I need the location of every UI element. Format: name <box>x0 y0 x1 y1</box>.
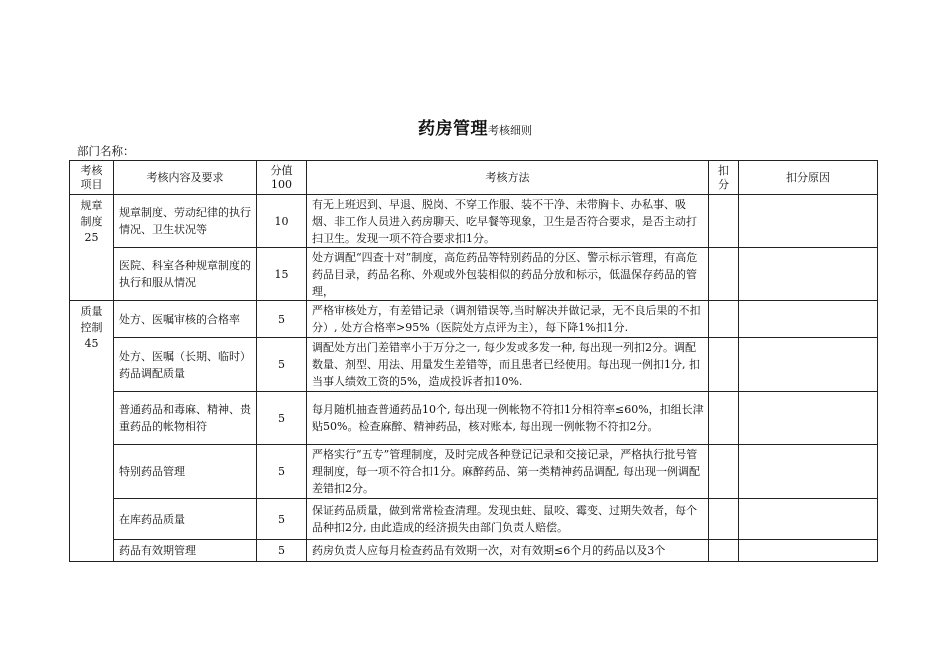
row-score: 5 <box>257 499 307 540</box>
row-deduct-cell[interactable] <box>709 445 739 499</box>
header-item: 考核项目 <box>70 161 114 195</box>
row-method: 有无上班迟到、早退、脱岗、不穿工作服、装不干净、未带胸卡、办私事、吸烟、非工作人员进入药房聊天、吃早餐等现象，卫生是否符合要求，是否主动打扫卫生。发现一项不符合要求扣1分。 <box>307 195 709 248</box>
table-row <box>70 499 878 540</box>
row-deduct-cell[interactable] <box>709 248 739 301</box>
department-label: 部门名称： <box>77 144 135 158</box>
row-score: 15 <box>257 248 307 301</box>
row-deduct-cell[interactable] <box>709 195 739 248</box>
row-deduct-cell[interactable] <box>709 301 739 338</box>
header-deduct: 扣分 <box>709 161 739 195</box>
row-reason-cell[interactable] <box>739 540 878 562</box>
row-score: 5 <box>257 338 307 392</box>
row-reason-cell[interactable] <box>739 195 878 248</box>
row-content: 规章制度、劳动纪律的执行情况、卫生状况等 <box>114 195 257 248</box>
row-method: 药房负责人应每月检查药品有效期一次，对有效期≤6个月的药品以及3个 <box>307 540 709 562</box>
row-score: 10 <box>257 195 307 248</box>
row-content: 处方、医嘱（长期、临时）药品调配质量 <box>114 338 257 392</box>
table-row <box>70 392 878 445</box>
row-method: 处方调配“四查十对”制度，高危药品等特别药品的分区、警示标示管理，有高危药品目录，药品名称、外观或外包装相似的药品分放和标示，低温保存药品的管理， <box>307 248 709 301</box>
row-deduct-cell[interactable] <box>709 392 739 445</box>
row-reason-cell[interactable] <box>739 445 878 499</box>
row-method: 保证药品质量，做到常常检查清理。发现虫蛀、鼠咬、霉变、过期失效者，每个品种扣2分, 由此造成的经济损失由部门负责人赔偿。 <box>307 499 709 540</box>
row-content: 普通药品和毒麻、精神、贵重药品的帐物相符 <box>114 392 257 445</box>
row-deduct-cell[interactable] <box>709 540 739 562</box>
table-row <box>70 445 878 499</box>
title-sub: 考核细则 <box>488 124 532 137</box>
header-row <box>70 161 878 195</box>
row-content: 在库药品质量 <box>114 499 257 540</box>
row-content: 医院、科室各种规章制度的执行和服从情况 <box>114 248 257 301</box>
table-row <box>70 338 878 392</box>
row-reason-cell[interactable] <box>739 301 878 338</box>
row-score: 5 <box>257 540 307 562</box>
row-reason-cell[interactable] <box>739 499 878 540</box>
row-reason-cell[interactable] <box>739 338 878 392</box>
row-content: 药品有效期管理 <box>114 540 257 562</box>
table-row <box>70 248 878 301</box>
document-title <box>0 114 950 139</box>
assessment-table <box>69 160 878 562</box>
row-content: 特别药品管理 <box>114 445 257 499</box>
table-row <box>70 540 878 562</box>
row-method: 严格审核处方，有差错记录（调剂错误等,当时解决并做记录，无不良后果的不扣分）, 处方合格率>95%（医院处方点评为主），每下降1%扣1分. <box>307 301 709 338</box>
row-reason-cell[interactable] <box>739 392 878 445</box>
header-reason: 扣分原因 <box>739 161 878 195</box>
category-quality: 质量控制45 <box>70 301 114 562</box>
row-content: 处方、医嘱审核的合格率 <box>114 301 257 338</box>
title-main: 药房管理 <box>418 119 488 139</box>
header-method: 考核方法 <box>307 161 709 195</box>
row-score: 5 <box>257 392 307 445</box>
row-score: 5 <box>257 445 307 499</box>
category-rules: 规章制度25 <box>70 195 114 301</box>
row-method: 调配处方出门差错率小于万分之一, 每少发或多发一种, 每出现一列扣2分。调配数量、剂型、用法、用量发生差错等，而且患者已经使用。每出现一例扣1分, 扣当事人绩效工资的5%，造成投诉者扣10%. <box>307 338 709 392</box>
header-score: 分值100 <box>257 161 307 195</box>
row-method: 严格实行“五专”管理制度，及时完成各种登记记录和交接记录，严格执行批号管理制度，每一项不符合扣1分。麻醉药品、第一类精神药品调配, 每出现一例调配差错扣2分。 <box>307 445 709 499</box>
row-method: 每月随机抽查普通药品10个, 每出现一例帐物不符扣1分相符率≤60%，扣组长津贴50%。检查麻醉、精神药品，核对账本, 每出现一例帐物不符扣2分。 <box>307 392 709 445</box>
row-deduct-cell[interactable] <box>709 499 739 540</box>
table-row <box>70 301 878 338</box>
row-score: 5 <box>257 301 307 338</box>
row-deduct-cell[interactable] <box>709 338 739 392</box>
header-content: 考核内容及要求 <box>114 161 257 195</box>
row-reason-cell[interactable] <box>739 248 878 301</box>
table-row <box>70 195 878 248</box>
